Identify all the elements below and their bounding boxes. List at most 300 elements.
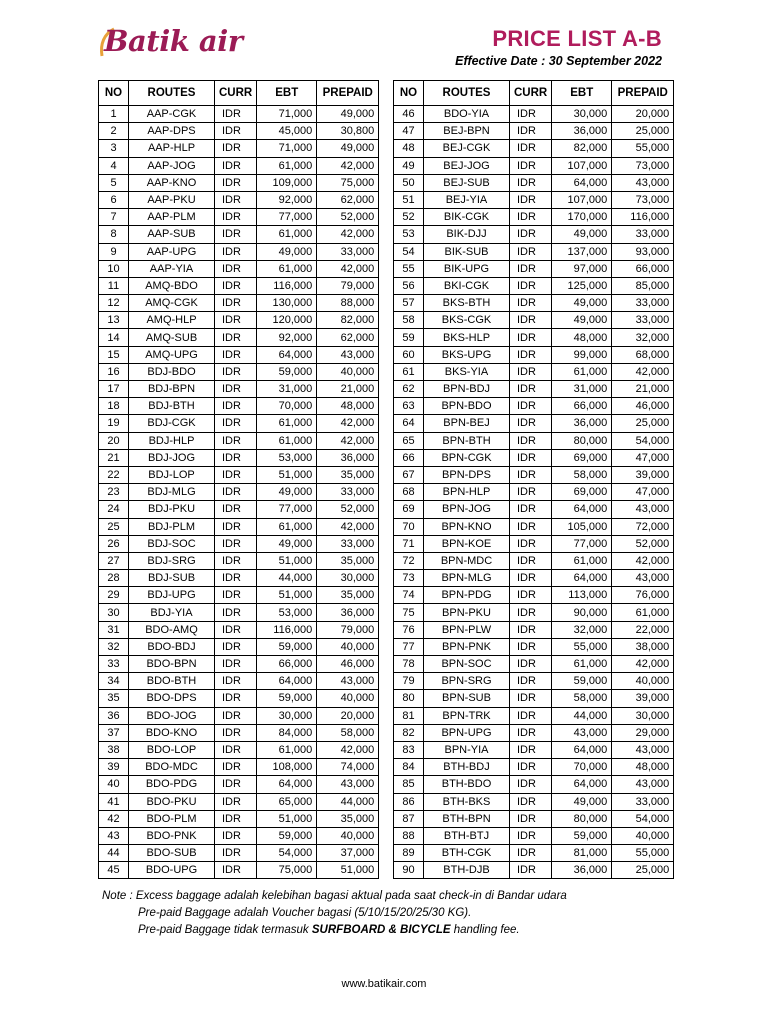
cell-curr: IDR — [510, 106, 552, 123]
cell-route: AAP-DPS — [129, 123, 215, 140]
cell-no: 24 — [99, 501, 129, 518]
cell-curr: IDR — [510, 209, 552, 226]
cell-route: AAP-JOG — [129, 157, 215, 174]
cell-ebt: 92,000 — [257, 191, 317, 208]
table-row — [99, 535, 379, 552]
cell-prepaid: 33,000 — [612, 295, 674, 312]
cell-prepaid: 43,000 — [612, 741, 674, 758]
cell-no: 81 — [394, 707, 424, 724]
cell-route: BDO-SUB — [129, 845, 215, 862]
cell-ebt: 61,000 — [552, 656, 612, 673]
cell-ebt: 137,000 — [552, 243, 612, 260]
cell-no: 28 — [99, 570, 129, 587]
table-row — [394, 415, 674, 432]
column-header-ebt: EBT — [552, 81, 612, 106]
cell-curr: IDR — [510, 535, 552, 552]
cell-ebt: 80,000 — [552, 432, 612, 449]
cell-ebt: 59,000 — [257, 690, 317, 707]
cell-no: 7 — [99, 209, 129, 226]
cell-curr: IDR — [510, 518, 552, 535]
cell-prepaid: 54,000 — [612, 810, 674, 827]
cell-no: 32 — [99, 638, 129, 655]
cell-no: 46 — [394, 106, 424, 123]
cell-route: BPN-BEJ — [424, 415, 510, 432]
table-row — [99, 346, 379, 363]
cell-no: 39 — [99, 759, 129, 776]
note-text-1: : Excess baggage adalah kelebihan bagasi aktual pada saat check-in di Bandar udara — [129, 890, 567, 902]
cell-no: 58 — [394, 312, 424, 329]
cell-no: 55 — [394, 260, 424, 277]
cell-prepaid: 40,000 — [317, 363, 379, 380]
cell-ebt: 77,000 — [257, 209, 317, 226]
cell-ebt: 97,000 — [552, 260, 612, 277]
cell-no: 2 — [99, 123, 129, 140]
cell-ebt: 77,000 — [257, 501, 317, 518]
cell-prepaid: 79,000 — [317, 277, 379, 294]
cell-route: AAP-UPG — [129, 243, 215, 260]
cell-route: BDJ-JOG — [129, 449, 215, 466]
cell-no: 54 — [394, 243, 424, 260]
cell-no: 23 — [99, 484, 129, 501]
cell-curr: IDR — [215, 827, 257, 844]
table-row — [99, 381, 379, 398]
cell-route: BPN-KNO — [424, 518, 510, 535]
cell-prepaid: 40,000 — [317, 690, 379, 707]
cell-route: BDJ-SUB — [129, 570, 215, 587]
cell-ebt: 61,000 — [257, 518, 317, 535]
table-row — [99, 552, 379, 569]
cell-no: 14 — [99, 329, 129, 346]
table-row — [394, 106, 674, 123]
cell-ebt: 61,000 — [257, 741, 317, 758]
cell-route: BDO-YIA — [424, 106, 510, 123]
cell-route: BKS-BTH — [424, 295, 510, 312]
cell-route: BTH-BDO — [424, 776, 510, 793]
cell-ebt: 36,000 — [552, 862, 612, 879]
table-row — [394, 209, 674, 226]
cell-no: 59 — [394, 329, 424, 346]
table-row — [99, 295, 379, 312]
cell-ebt: 31,000 — [552, 381, 612, 398]
cell-no: 13 — [99, 312, 129, 329]
table-row — [394, 243, 674, 260]
page-title: PRICE LIST A-B — [492, 26, 662, 51]
cell-prepaid: 49,000 — [317, 140, 379, 157]
cell-route: BTH-BTJ — [424, 827, 510, 844]
cell-route: BDJ-UPG — [129, 587, 215, 604]
table-row — [99, 707, 379, 724]
cell-route: AMQ-BDO — [129, 277, 215, 294]
cell-route: BDO-BPN — [129, 656, 215, 673]
cell-ebt: 120,000 — [257, 312, 317, 329]
table-row — [394, 845, 674, 862]
cell-prepaid: 54,000 — [612, 432, 674, 449]
cell-route: BKS-CGK — [424, 312, 510, 329]
cell-prepaid: 42,000 — [317, 518, 379, 535]
notes — [102, 888, 567, 939]
cell-no: 45 — [99, 862, 129, 879]
column-header-prepaid: PREPAID — [317, 81, 379, 106]
cell-ebt: 61,000 — [257, 157, 317, 174]
cell-ebt: 43,000 — [552, 724, 612, 741]
table-row — [394, 552, 674, 569]
cell-ebt: 107,000 — [552, 191, 612, 208]
cell-no: 4 — [99, 157, 129, 174]
cell-curr: IDR — [510, 845, 552, 862]
cell-no: 36 — [99, 707, 129, 724]
cell-ebt: 116,000 — [257, 277, 317, 294]
cell-prepaid: 20,000 — [317, 707, 379, 724]
table-row — [99, 191, 379, 208]
cell-curr: IDR — [510, 810, 552, 827]
cell-prepaid: 88,000 — [317, 295, 379, 312]
cell-route: BDO-LOP — [129, 741, 215, 758]
cell-ebt: 30,000 — [257, 707, 317, 724]
cell-route: BDJ-PKU — [129, 501, 215, 518]
cell-prepaid: 79,000 — [317, 621, 379, 638]
cell-prepaid: 42,000 — [612, 363, 674, 380]
cell-route: BIK-DJJ — [424, 226, 510, 243]
cell-ebt: 61,000 — [257, 415, 317, 432]
cell-ebt: 48,000 — [552, 329, 612, 346]
table-row — [99, 174, 379, 191]
cell-ebt: 113,000 — [552, 587, 612, 604]
cell-no: 68 — [394, 484, 424, 501]
column-header-ebt: EBT — [257, 81, 317, 106]
cell-route: BDJ-SRG — [129, 552, 215, 569]
cell-curr: IDR — [510, 690, 552, 707]
cell-no: 88 — [394, 827, 424, 844]
cell-ebt: 81,000 — [552, 845, 612, 862]
cell-no: 43 — [99, 827, 129, 844]
cell-ebt: 51,000 — [257, 587, 317, 604]
cell-route: BPN-MDC — [424, 552, 510, 569]
cell-ebt: 32,000 — [552, 621, 612, 638]
cell-curr: IDR — [215, 381, 257, 398]
logo-text: Batik air — [104, 24, 243, 58]
cell-prepaid: 42,000 — [317, 260, 379, 277]
cell-prepaid: 33,000 — [317, 243, 379, 260]
cell-prepaid: 93,000 — [612, 243, 674, 260]
cell-prepaid: 55,000 — [612, 845, 674, 862]
cell-no: 51 — [394, 191, 424, 208]
cell-prepaid: 52,000 — [317, 501, 379, 518]
cell-ebt: 108,000 — [257, 759, 317, 776]
cell-prepaid: 39,000 — [612, 466, 674, 483]
cell-curr: IDR — [215, 329, 257, 346]
cell-no: 38 — [99, 741, 129, 758]
cell-ebt: 61,000 — [257, 432, 317, 449]
cell-route: AAP-KNO — [129, 174, 215, 191]
cell-no: 87 — [394, 810, 424, 827]
table-row — [394, 157, 674, 174]
cell-ebt: 59,000 — [552, 673, 612, 690]
table-row — [99, 157, 379, 174]
cell-route: AAP-SUB — [129, 226, 215, 243]
cell-ebt: 49,000 — [552, 226, 612, 243]
cell-ebt: 49,000 — [552, 793, 612, 810]
cell-no: 27 — [99, 552, 129, 569]
cell-curr: IDR — [510, 346, 552, 363]
cell-no: 86 — [394, 793, 424, 810]
cell-prepaid: 42,000 — [612, 656, 674, 673]
cell-no: 5 — [99, 174, 129, 191]
cell-route: BDO-AMQ — [129, 621, 215, 638]
cell-prepaid: 30,800 — [317, 123, 379, 140]
cell-route: BDJ-BPN — [129, 381, 215, 398]
cell-ebt: 82,000 — [552, 140, 612, 157]
cell-route: BDJ-SOC — [129, 535, 215, 552]
cell-route: BDO-PNK — [129, 827, 215, 844]
cell-curr: IDR — [215, 484, 257, 501]
cell-prepaid: 32,000 — [612, 329, 674, 346]
cell-curr: IDR — [215, 845, 257, 862]
table-row — [99, 140, 379, 157]
cell-prepaid: 25,000 — [612, 123, 674, 140]
cell-curr: IDR — [215, 260, 257, 277]
cell-curr: IDR — [510, 312, 552, 329]
cell-ebt: 90,000 — [552, 604, 612, 621]
cell-curr: IDR — [510, 673, 552, 690]
table-row — [99, 862, 379, 879]
cell-ebt: 53,000 — [257, 449, 317, 466]
cell-curr: IDR — [510, 741, 552, 758]
cell-prepaid: 43,000 — [317, 776, 379, 793]
cell-route: BDJ-BTH — [129, 398, 215, 415]
cell-route: BDO-DPS — [129, 690, 215, 707]
cell-route: BKS-UPG — [424, 346, 510, 363]
table-row — [99, 226, 379, 243]
cell-ebt: 49,000 — [257, 535, 317, 552]
cell-ebt: 64,000 — [552, 741, 612, 758]
table-row — [394, 621, 674, 638]
cell-curr: IDR — [510, 191, 552, 208]
cell-route: BPN-KOE — [424, 535, 510, 552]
cell-route: AAP-HLP — [129, 140, 215, 157]
cell-curr: IDR — [215, 621, 257, 638]
cell-ebt: 49,000 — [552, 312, 612, 329]
cell-ebt: 36,000 — [552, 415, 612, 432]
table-row — [394, 741, 674, 758]
cell-ebt: 51,000 — [257, 552, 317, 569]
cell-route: BDO-KNO — [129, 724, 215, 741]
cell-curr: IDR — [510, 243, 552, 260]
table-row — [394, 776, 674, 793]
cell-curr: IDR — [215, 707, 257, 724]
cell-route: BPN-PKU — [424, 604, 510, 621]
cell-no: 40 — [99, 776, 129, 793]
cell-route: BPN-MLG — [424, 570, 510, 587]
cell-prepaid: 40,000 — [317, 827, 379, 844]
cell-curr: IDR — [215, 140, 257, 157]
cell-curr: IDR — [510, 398, 552, 415]
table-row — [394, 449, 674, 466]
cell-curr: IDR — [215, 277, 257, 294]
cell-curr: IDR — [510, 123, 552, 140]
table-row — [99, 587, 379, 604]
table-row — [99, 810, 379, 827]
cell-ebt: 61,000 — [257, 260, 317, 277]
cell-no: 11 — [99, 277, 129, 294]
cell-no: 34 — [99, 673, 129, 690]
cell-ebt: 30,000 — [552, 106, 612, 123]
note-text-3-bold: SURFBOARD & BICYCLE — [311, 924, 451, 936]
cell-ebt: 44,000 — [552, 707, 612, 724]
cell-curr: IDR — [215, 759, 257, 776]
table-row — [394, 638, 674, 655]
cell-no: 64 — [394, 415, 424, 432]
cell-prepaid: 85,000 — [612, 277, 674, 294]
cell-curr: IDR — [215, 552, 257, 569]
cell-prepaid: 35,000 — [317, 810, 379, 827]
cell-route: BPN-BTH — [424, 432, 510, 449]
cell-curr: IDR — [510, 570, 552, 587]
cell-prepaid: 82,000 — [317, 312, 379, 329]
cell-no: 79 — [394, 673, 424, 690]
cell-route: BPN-HLP — [424, 484, 510, 501]
cell-ebt: 51,000 — [257, 810, 317, 827]
cell-prepaid: 43,000 — [612, 570, 674, 587]
cell-curr: IDR — [510, 363, 552, 380]
table-row — [99, 724, 379, 741]
cell-ebt: 66,000 — [257, 656, 317, 673]
cell-route: AAP-YIA — [129, 260, 215, 277]
cell-curr: IDR — [510, 656, 552, 673]
cell-curr: IDR — [510, 449, 552, 466]
cell-prepaid: 42,000 — [317, 157, 379, 174]
cell-route: BIK-UPG — [424, 260, 510, 277]
cell-no: 3 — [99, 140, 129, 157]
table-row — [394, 484, 674, 501]
cell-curr: IDR — [510, 793, 552, 810]
cell-no: 82 — [394, 724, 424, 741]
table-row — [99, 827, 379, 844]
cell-curr: IDR — [215, 157, 257, 174]
cell-prepaid: 20,000 — [612, 106, 674, 123]
cell-ebt: 59,000 — [257, 363, 317, 380]
cell-curr: IDR — [215, 587, 257, 604]
cell-ebt: 64,000 — [552, 501, 612, 518]
table-row — [99, 209, 379, 226]
cell-no: 31 — [99, 621, 129, 638]
cell-route: BDO-PLM — [129, 810, 215, 827]
column-header-curr: CURR — [510, 81, 552, 106]
cell-curr: IDR — [510, 552, 552, 569]
cell-ebt: 64,000 — [257, 673, 317, 690]
cell-prepaid: 66,000 — [612, 260, 674, 277]
table-row — [394, 329, 674, 346]
cell-curr: IDR — [215, 191, 257, 208]
cell-ebt: 66,000 — [552, 398, 612, 415]
cell-curr: IDR — [215, 570, 257, 587]
cell-no: 26 — [99, 535, 129, 552]
cell-curr: IDR — [215, 432, 257, 449]
table-row — [99, 621, 379, 638]
cell-prepaid: 44,000 — [317, 793, 379, 810]
cell-prepaid: 33,000 — [317, 535, 379, 552]
cell-ebt: 49,000 — [257, 484, 317, 501]
footer-url[interactable]: www.batikair.com — [341, 978, 427, 990]
table-body — [99, 106, 379, 879]
cell-no: 6 — [99, 191, 129, 208]
cell-no: 63 — [394, 398, 424, 415]
cell-prepaid: 74,000 — [317, 759, 379, 776]
cell-curr: IDR — [510, 621, 552, 638]
table-row — [99, 123, 379, 140]
cell-no: 60 — [394, 346, 424, 363]
cell-ebt: 61,000 — [257, 226, 317, 243]
table-row — [99, 449, 379, 466]
cell-prepaid: 58,000 — [317, 724, 379, 741]
cell-ebt: 45,000 — [257, 123, 317, 140]
cell-prepaid: 35,000 — [317, 552, 379, 569]
cell-no: 47 — [394, 123, 424, 140]
table-row — [99, 106, 379, 123]
cell-no: 72 — [394, 552, 424, 569]
column-header-routes: ROUTES — [129, 81, 215, 106]
cell-curr: IDR — [510, 157, 552, 174]
note-text-3-post: handling fee. — [453, 924, 520, 936]
cell-curr: IDR — [510, 501, 552, 518]
cell-ebt: 75,000 — [257, 862, 317, 879]
table-row — [99, 432, 379, 449]
cell-no: 89 — [394, 845, 424, 862]
cell-ebt: 64,000 — [552, 776, 612, 793]
cell-prepaid: 42,000 — [317, 741, 379, 758]
column-header-no: NO — [394, 81, 424, 106]
table-row — [394, 363, 674, 380]
cell-curr: IDR — [215, 673, 257, 690]
cell-ebt: 64,000 — [257, 346, 317, 363]
table-row — [394, 381, 674, 398]
cell-curr: IDR — [510, 724, 552, 741]
cell-curr: IDR — [510, 226, 552, 243]
cell-ebt: 69,000 — [552, 449, 612, 466]
cell-route: BDO-PKU — [129, 793, 215, 810]
table-row — [394, 587, 674, 604]
table-row — [99, 741, 379, 758]
cell-no: 67 — [394, 466, 424, 483]
cell-curr: IDR — [510, 277, 552, 294]
cell-route: BDO-MDC — [129, 759, 215, 776]
cell-prepaid: 43,000 — [612, 501, 674, 518]
cell-prepaid: 36,000 — [317, 604, 379, 621]
cell-ebt: 84,000 — [257, 724, 317, 741]
cell-route: BDJ-BDO — [129, 363, 215, 380]
cell-route: BEJ-CGK — [424, 140, 510, 157]
cell-no: 85 — [394, 776, 424, 793]
cell-prepaid: 25,000 — [612, 862, 674, 879]
table-row — [99, 570, 379, 587]
cell-ebt: 70,000 — [552, 759, 612, 776]
cell-curr: IDR — [510, 415, 552, 432]
cell-prepaid: 46,000 — [612, 398, 674, 415]
table-row — [394, 398, 674, 415]
cell-prepaid: 33,000 — [612, 793, 674, 810]
cell-curr: IDR — [215, 810, 257, 827]
cell-curr: IDR — [215, 793, 257, 810]
table-row — [99, 759, 379, 776]
cell-ebt: 36,000 — [552, 123, 612, 140]
cell-prepaid: 40,000 — [612, 827, 674, 844]
cell-route: BDJ-LOP — [129, 466, 215, 483]
cell-no: 17 — [99, 381, 129, 398]
cell-ebt: 49,000 — [552, 295, 612, 312]
cell-prepaid: 29,000 — [612, 724, 674, 741]
table-row — [99, 415, 379, 432]
cell-prepaid: 52,000 — [317, 209, 379, 226]
cell-prepaid: 116,000 — [612, 209, 674, 226]
